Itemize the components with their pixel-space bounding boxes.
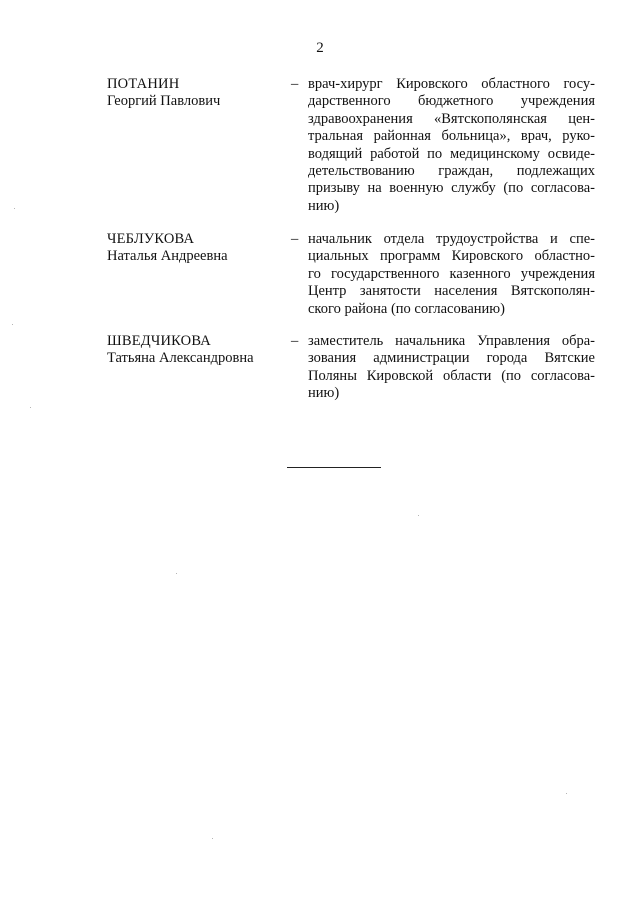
scan-speck <box>418 515 419 516</box>
scan-speck <box>212 838 213 839</box>
role-line: тральная районная больница», врач, руко- <box>308 128 595 145</box>
member-given-names: Татьяна Александровна <box>107 350 254 366</box>
dash-separator: – <box>291 333 299 349</box>
member-role <box>308 333 595 403</box>
member-surname: ЧЕБЛУКОВА <box>107 231 195 247</box>
role-line: врач-хирург Кировского областного госу- <box>308 76 595 92</box>
scan-speck <box>566 793 567 794</box>
member-surname: ШВЕДЧИКОВА <box>107 333 211 349</box>
member-given-names: Наталья Андреевна <box>107 248 228 264</box>
member-name <box>107 76 287 110</box>
member-given-names: Георгий Павлович <box>107 93 221 109</box>
role-line: дарственного бюджетного учреждения <box>308 93 595 110</box>
role-line: Центр занятости населения Вятскополян- <box>308 283 595 300</box>
member-name <box>107 231 287 265</box>
role-line: ского района (по согласованию) <box>308 300 505 317</box>
role-line: призыву на военную службу (по согласова- <box>308 180 595 197</box>
role-line: нию) <box>308 385 340 402</box>
scan-speck <box>14 208 15 209</box>
role-line: начальник отдела трудоустройства и спе- <box>308 231 595 247</box>
role-line: заместитель начальника Управления обра- <box>308 333 595 349</box>
member-surname: ПОТАНИН <box>107 76 180 92</box>
role-line: водящий работой по медицинскому освиде- <box>308 145 595 162</box>
role-line: Поляны Кировской области (по согласова- <box>308 367 595 384</box>
role-line: детельствованию граждан, подлежащих <box>308 162 595 179</box>
member-name <box>107 333 287 367</box>
dash-separator: – <box>291 231 299 247</box>
scan-speck <box>176 573 177 574</box>
scan-speck <box>12 324 13 325</box>
role-line: нию) <box>308 197 340 214</box>
role-line: циальных программ Кировского областно- <box>308 248 595 265</box>
member-role <box>308 76 595 215</box>
page-number: 2 <box>316 40 324 56</box>
dash-separator: – <box>291 76 299 92</box>
member-role <box>308 231 595 318</box>
end-rule <box>287 467 381 468</box>
scan-speck <box>30 407 31 408</box>
role-line: зования администрации города Вятские <box>308 350 595 367</box>
role-line: здравоохранения «Вятскополянская цен- <box>308 110 595 127</box>
role-line: го государственного казенного учреждения <box>308 265 595 282</box>
